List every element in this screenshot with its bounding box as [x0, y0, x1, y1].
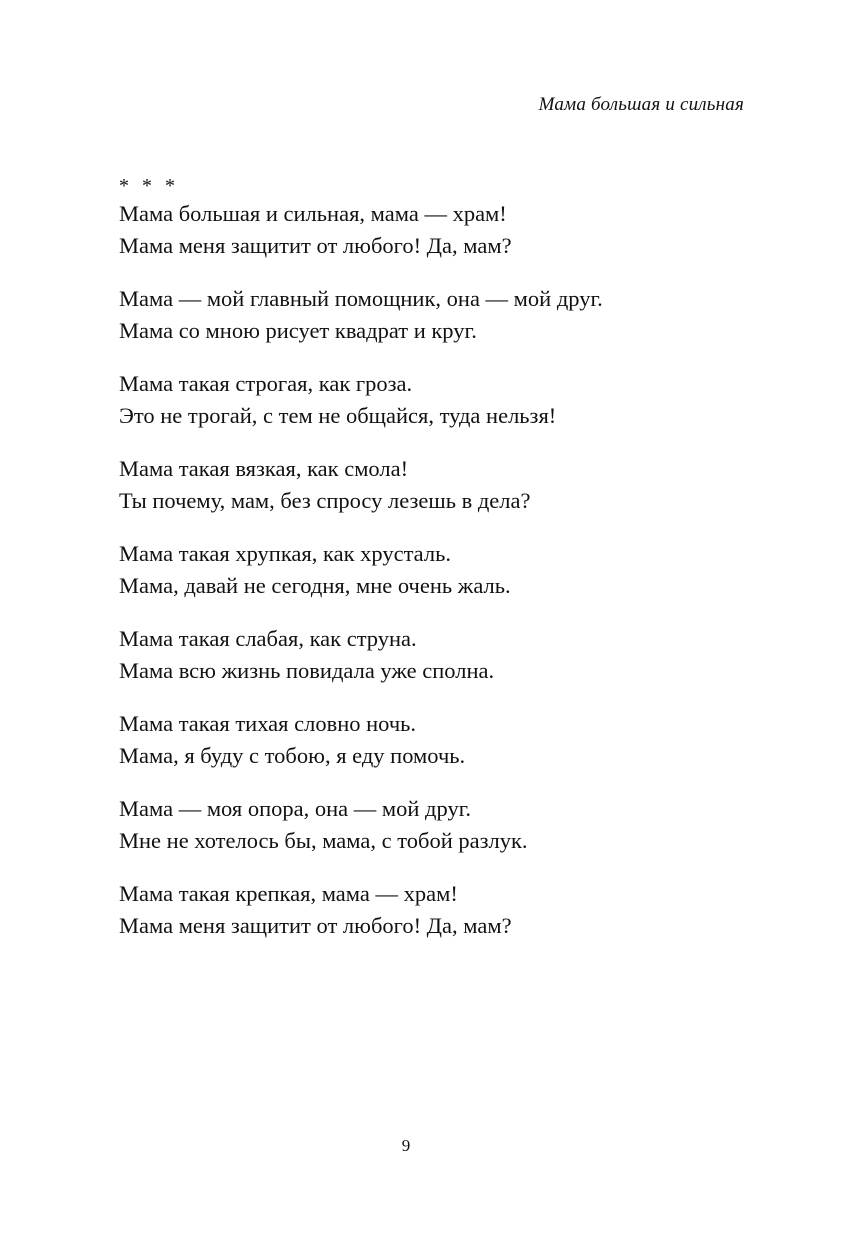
- stanza-7: [119, 708, 759, 772]
- stanza-1: [119, 198, 759, 262]
- stanza-8: [119, 793, 759, 857]
- poem-line: Мама такая тихая словно ночь.: [119, 711, 417, 736]
- poem-line: Мама большая и сильная, мама — храм!: [119, 201, 507, 226]
- poem-line: Это не трогай, с тем не общайся, туда нельзя!: [119, 403, 557, 428]
- stanza-separator: * * *: [119, 175, 179, 197]
- poem-line: Мама такая строгая, как гроза.: [119, 371, 413, 396]
- stanza-2: [119, 283, 759, 347]
- poem: [119, 174, 759, 963]
- poem-line: Мама, давай не сегодня, мне очень жаль.: [119, 573, 511, 598]
- poem-line: Мне не хотелось бы, мама, с тобой разлук.: [119, 828, 528, 853]
- poem-line: Мама такая вязкая, как смола!: [119, 456, 409, 481]
- stanza-5: [119, 538, 759, 602]
- stanza-4: [119, 453, 759, 517]
- running-header-title: Мама большая и сильная: [538, 94, 744, 115]
- poem-line: Мама такая хрупкая, как хрусталь.: [119, 541, 451, 566]
- stanza-3: [119, 368, 759, 432]
- poem-line: Мама такая слабая, как струна.: [119, 626, 417, 651]
- page-number: 9: [401, 1136, 411, 1155]
- poem-line: Ты почему, мам, без спросу лезешь в дела?: [119, 488, 531, 513]
- poem-line: Мама со мною рисует квадрат и круг.: [119, 318, 477, 343]
- poem-line: Мама всю жизнь повидала уже сполна.: [119, 658, 495, 683]
- stanza-9: [119, 878, 759, 942]
- poem-line: Мама меня защитит от любого! Да, мам?: [119, 913, 512, 938]
- poem-line: Мама — моя опора, она — мой друг.: [119, 796, 472, 821]
- poem-line: Мама меня защитит от любого! Да, мам?: [119, 233, 512, 258]
- poem-line: Мама — мой главный помощник, она — мой друг.: [119, 286, 603, 311]
- stanza-6: [119, 623, 759, 687]
- poem-line: Мама такая крепкая, мама — храм!: [119, 881, 458, 906]
- poem-line: Мама, я буду с тобою, я еду помочь.: [119, 743, 466, 768]
